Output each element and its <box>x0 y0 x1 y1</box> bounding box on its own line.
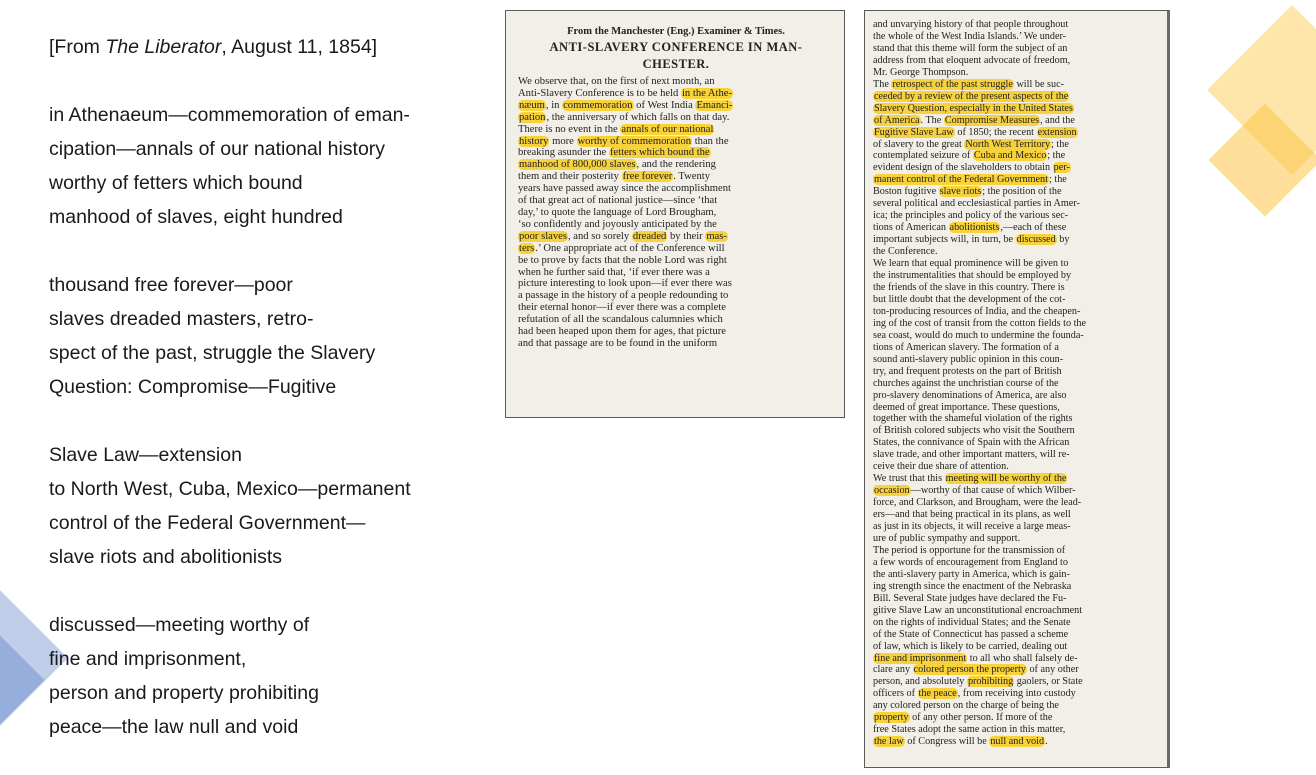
highlighted-phrase: Cuba and Mexico <box>973 150 1047 162</box>
poem-line: in Athenaeum—commemoration of eman- <box>49 104 410 126</box>
clipping-line: There is no event in the annals of our national <box>518 123 714 135</box>
clipping-line: Fugitive Slave Law of 1850; the recent extension <box>874 126 1077 138</box>
highlighted-phrase: occasion <box>874 485 910 497</box>
clipping-line: deemed of great importance. These questions, <box>873 401 1060 413</box>
clipping-line <box>873 91 1157 103</box>
clipping-line: of that great act of national justice—since ‘that <box>518 195 718 207</box>
poem-line: slaves dreaded masters, retro- <box>49 308 314 330</box>
highlighted-phrase: free forever <box>622 171 673 183</box>
clipping-line: together with the shameful violation of the rights <box>873 413 1073 425</box>
clipping-line: and unvarying history of that people throughout <box>873 19 1069 30</box>
clipping-line: churches against the unchristian course of the <box>873 377 1059 389</box>
highlighted-phrase: annals of our national <box>621 123 714 135</box>
clipping-line: We observe that, on the first of next month, an <box>518 76 715 87</box>
clipping-line: any colored person on the charge of being the <box>873 700 1059 712</box>
clipping-line: clare any colored person the property of any other <box>873 664 1079 676</box>
clipping-line: slave trade, and other important matters, will re- <box>873 449 1070 461</box>
highlighted-phrase: property <box>874 712 909 724</box>
highlighted-phrase: pation <box>519 111 546 123</box>
poem-line: cipation—annals of our national history <box>49 138 386 160</box>
clipping-line: on the rights of individual States; and the Senate <box>873 616 1071 628</box>
highlighted-phrase: meeting will be worthy of the <box>945 473 1067 485</box>
clipping-body <box>873 19 1157 748</box>
clipping-line: the friends of the slave in this country. There is <box>873 281 1065 293</box>
clipping-line: had been heaped upon them for ages, that picture <box>518 326 726 338</box>
clipping-line: manent control of the Federal Government; the <box>874 174 1067 186</box>
highlighted-phrase: ters <box>519 242 535 254</box>
clipping-line: The retrospect of the past struggle will be suc- <box>873 78 1064 90</box>
clipping-line: Mr. George Thompson. <box>873 66 969 78</box>
clipping-line: occasion—worthy of that cause of which Wilber- <box>874 485 1076 497</box>
clipping-line: the Conference. <box>873 246 938 258</box>
clipping-line: ‘so confidently and joyously anticipated by the <box>518 218 717 230</box>
clipping-line: try, and frequent protests on the part of British <box>873 365 1062 377</box>
publication-title: The Liberator <box>105 36 222 58</box>
clipping-line: of the State of Connecticut has passed a scheme <box>873 628 1069 640</box>
clipping-line: We learn that equal prominence will be given to <box>873 258 1069 270</box>
clipping-line: person, and absolutely prohibiting gaolers, or State <box>873 676 1083 688</box>
poem-line: to North West, Cuba, Mexico—permanent <box>49 478 411 500</box>
clipping-line: several political and ecclesiastical parties in Amer- <box>873 198 1080 210</box>
highlighted-phrase: næum <box>519 99 545 111</box>
clipping-line: a passage in the history of a people redounding to <box>518 290 729 302</box>
highlighted-phrase: dreaded <box>632 230 667 242</box>
clipping-line: history more worthy of commemoration than the <box>519 135 729 147</box>
clipping-line: fine and imprisonment to all who shall falsely de- <box>874 652 1078 664</box>
clipping-line: of slavery to the great North West Territory; the <box>873 138 1069 150</box>
highlighted-phrase: retrospect of the past struggle <box>892 78 1013 90</box>
clipping-line: property of any other person. If more of the <box>874 712 1053 724</box>
poem-source-line: [From The Liberator, August 11, 1854] <box>49 36 378 58</box>
poem-line: worthy of fetters which bound <box>49 172 303 194</box>
clipping-line: as just in its objects, it will receive a large meas- <box>873 521 1071 533</box>
poem-line: slave riots and abolitionists <box>49 546 283 568</box>
clipping-line: sound anti-slavery public opinion in this coun- <box>873 353 1064 365</box>
highlighted-phrase: Fugitive Slave Law <box>874 126 954 138</box>
clipping-line: ters.’ One appropriate act of the Conference will <box>519 242 725 254</box>
highlighted-phrase: worthy of commemoration <box>577 135 692 147</box>
stanza-3 <box>49 438 479 574</box>
erasure-poem <box>49 30 479 744</box>
highlighted-phrase: fetters which bound the <box>609 147 710 159</box>
clipping-line: poor slaves, and so sorely dreaded by their mas- <box>519 230 727 242</box>
clipping-line: picture interesting to look upon—if ever there was <box>518 278 732 290</box>
clipping-line: them and their posterity free forever. Twenty <box>518 171 710 183</box>
clipping-line: ing of the cost of transit from the cotton fields to the <box>873 317 1087 329</box>
highlighted-phrase: manhood of 800,000 slaves <box>519 159 636 171</box>
newspaper-clipping-2 <box>864 10 1170 768</box>
clipping-line: and that passage are to be found in the uniform <box>518 337 718 349</box>
clipping-line: when he further said that, ‘if ever there was a <box>518 266 710 278</box>
clipping-line: ers—and that being practical in its plans, as well <box>873 509 1071 521</box>
clipping-line: officers of the peace, from receiving into custody <box>873 688 1076 700</box>
poem-line: person and property prohibiting <box>49 682 319 704</box>
clipping-line: day,’ to quote the language of Lord Brougham, <box>518 206 717 218</box>
clipping-line: ure of public sympathy and support. <box>873 532 1021 544</box>
clipping-line <box>873 103 1157 115</box>
clipping-line: address from that eloquent advocate of freedom, <box>873 54 1071 66</box>
poem-line: peace—the law null and void <box>49 716 299 738</box>
clipping-line: We trust that this meeting will be worthy of the <box>873 473 1067 485</box>
clipping-line: important subjects will, in turn, be discussed by <box>873 234 1070 246</box>
clipping-line: Bill. Several State judges have declared the Fu- <box>873 592 1067 604</box>
highlighted-phrase: mas- <box>706 230 727 242</box>
clipping-line: the instrumentalities that should be employed by <box>873 270 1072 282</box>
clipping-line: gitive Slave Law an unconstitutional encroachment <box>873 604 1083 616</box>
clipping-line: the whole of the West India Islands.’ We under- <box>873 30 1067 42</box>
stanza-2 <box>49 268 479 404</box>
clipping-line: ing strength since the enactment of the Nebraska <box>873 580 1072 592</box>
highlighted-phrase: null and void <box>990 736 1045 748</box>
clipping-line: stand that this theme will form the subject of an <box>873 42 1068 54</box>
poem-line: spect of the past, struggle the Slavery <box>49 342 376 364</box>
stanza-1 <box>49 98 479 234</box>
clipping-body <box>518 76 834 350</box>
clipping-line: tions of American abolitionists,—each of these <box>873 222 1067 234</box>
clipping-line: manhood of 800,000 slaves, and the rendering <box>519 159 716 171</box>
newspaper-clipping-1 <box>505 10 845 418</box>
clipping-line: free States adopt the same action in this matter, <box>873 724 1066 736</box>
highlighted-phrase: poor slaves <box>519 230 567 242</box>
highlighted-phrase: the law <box>874 736 904 748</box>
highlighted-phrase: history <box>519 135 549 147</box>
highlighted-phrase: in the Athe- <box>681 87 732 99</box>
highlighted-phrase: slave riots <box>939 186 982 198</box>
clipping-headline-cont: CHESTER. <box>642 57 710 71</box>
clipping-line: ica; the principles and policy of the various sec- <box>873 210 1069 222</box>
highlighted-phrase: abolitionists <box>949 222 1000 234</box>
clipping-line: refutation of all the scandalous calumnies which <box>518 314 723 326</box>
poem-line: discussed—meeting worthy of <box>49 614 310 636</box>
clipping-line: Boston fugitive slave riots; the position of the <box>873 186 1062 198</box>
poem-line: thousand free forever—poor <box>49 274 293 296</box>
clipping-line: States, the connivance of Spain with the African <box>873 437 1070 449</box>
poem-line: Question: Compromise—Fugitive <box>49 376 337 398</box>
highlighted-phrase: per- <box>1053 162 1070 174</box>
clipping-line: their eternal honor—if ever there was a complete <box>518 302 726 314</box>
clipping-line: be to prove by facts that the noble Lord was right <box>518 254 727 266</box>
clipping-headline: ANTI-SLAVERY CONFERENCE IN MAN- <box>549 40 803 54</box>
clipping-line: the law of Congress will be null and void. <box>874 736 1048 748</box>
highlighted-phrase: discussed <box>1016 234 1056 246</box>
clipping-line: breaking asunder the fetters which bound the <box>518 147 710 159</box>
poem-line: fine and imprisonment, <box>49 648 247 670</box>
stanza-4 <box>49 608 479 744</box>
highlighted-phrase: fine and imprisonment <box>874 652 967 664</box>
clipping-line: evident design of the slaveholders to obtain per- <box>873 162 1070 174</box>
clipping-line: tions of American slavery. The formation of a <box>873 341 1059 353</box>
clipping-line: contemplated seizure of Cuba and Mexico; the <box>873 150 1066 162</box>
poem-line: control of the Federal Government— <box>49 512 366 534</box>
clipping-line: Anti-Slavery Conference is to be held in the Athe- <box>518 87 732 99</box>
clipping-line: ton-producing resources of India, and the cheapen- <box>873 305 1081 317</box>
clipping-line: ceive their due share of attention. <box>873 461 1009 473</box>
clipping-line: of British colored subjects who visit the Southern <box>873 425 1075 437</box>
clipping-line: but little doubt that the development of the cot- <box>873 293 1066 305</box>
clipping-line: the anti-slavery party in America, which is gain- <box>873 568 1070 580</box>
highlighted-phrase: manent control of the Federal Government <box>874 174 1048 186</box>
clipping-line: pro-slavery denominations of America, are also <box>873 389 1067 401</box>
clipping-line: of law, which is likely to be carried, dealing out <box>873 640 1068 652</box>
highlighted-phrase: prohibiting <box>967 676 1014 688</box>
highlighted-phrase: Slavery Question, especially in the United States <box>874 102 1073 114</box>
highlighted-phrase: ceeded by a review of the present aspects of the <box>874 90 1069 102</box>
clipping-source: From the Manchester (Eng.) Examiner & Times. <box>567 26 785 37</box>
highlighted-phrase: Compromise Measures <box>944 114 1040 126</box>
highlighted-phrase: commemoration <box>563 99 633 111</box>
clipping-line: a few words of encouragement from England to <box>873 556 1068 568</box>
clipping-line: years have passed away since the accomplishment <box>518 183 731 195</box>
clipping-line: The period is opportune for the transmission of <box>873 544 1066 556</box>
poem-line: Slave Law—extension <box>49 444 242 466</box>
highlighted-phrase: Emanci- <box>696 99 733 111</box>
highlighted-phrase: the peace <box>918 688 957 700</box>
highlighted-phrase: of America <box>874 114 920 126</box>
highlighted-phrase: North West Territory <box>965 138 1051 150</box>
clipping-line: force, and Clarkson, and Brougham, were the lead- <box>873 497 1082 509</box>
clipping-line: pation, the anniversary of which falls on that day. <box>519 111 730 123</box>
clipping-line: sea coast, would do much to undermine the founda- <box>873 329 1084 341</box>
clipping-line: of America. The Compromise Measures, and the <box>874 114 1075 126</box>
highlighted-phrase: extension <box>1037 126 1077 138</box>
poem-line: manhood of slaves, eight hundred <box>49 206 343 228</box>
highlighted-phrase: colored person the property <box>913 664 1026 676</box>
clipping-line: næum, in commemoration of West India Emanci- <box>519 99 733 111</box>
